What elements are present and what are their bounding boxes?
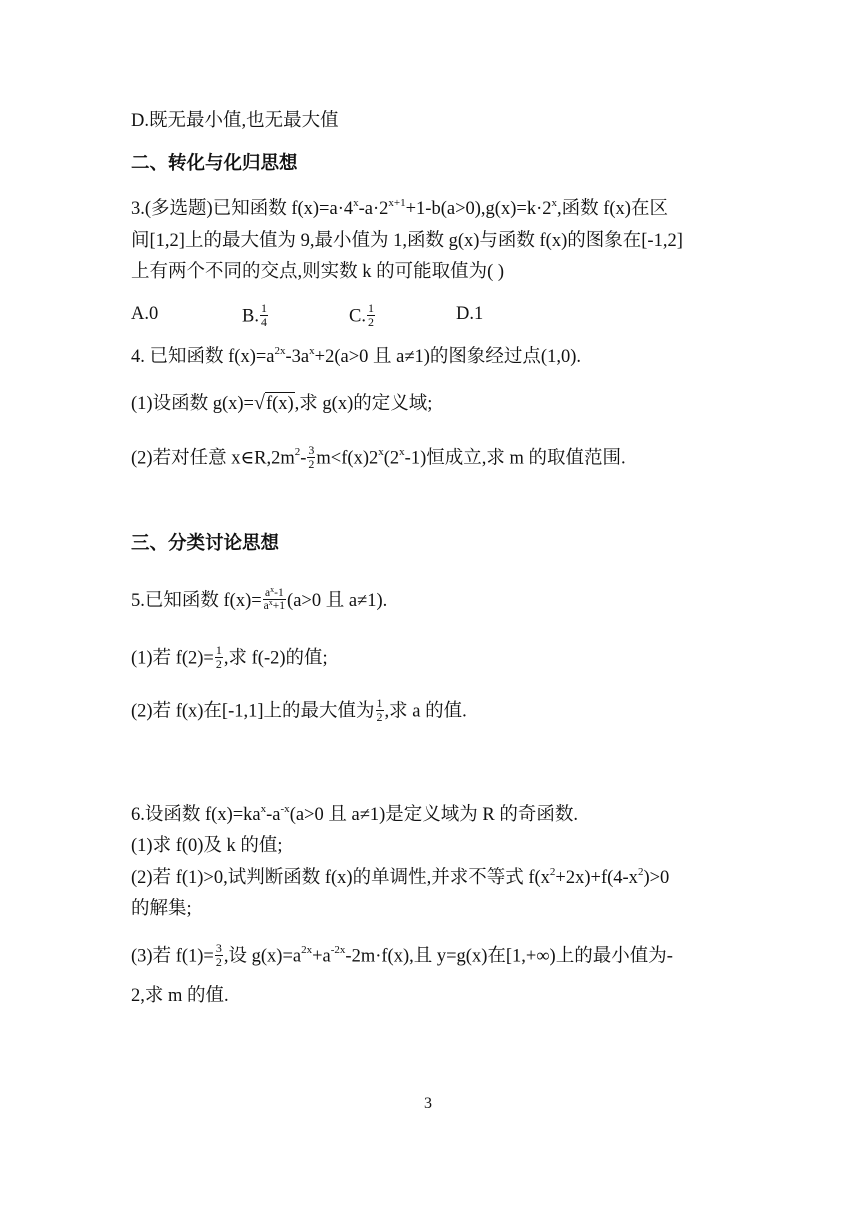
page-number: 3 bbox=[424, 1095, 432, 1112]
question-2-option-d: D.既无最小值,也无最大值 bbox=[131, 111, 339, 131]
question-5-part-1: (1)若 f(2)= $\frac{1}{2}$ ,求 f(-2)的值; bbox=[131, 643, 328, 671]
question-3-line-1: 3.(多选题)已知函数 $f(x)=a\cdot 4^x-a\cdot 2^{x+1}+1-b(a>0),g(x)=k\cdot 2^x$,函数 f(x)在区 bbox=[131, 197, 668, 219]
section-heading-3: 三、分类讨论思想 bbox=[131, 533, 280, 554]
question-6-stem: 6.设函数 $f(x)=ka^x-a^{-x}(a>0$ 且 a≠1)是定义域为 R 的奇函数. bbox=[131, 803, 578, 825]
question-3-option-d: D.1 bbox=[456, 304, 484, 324]
question-3-line-2: 间[1,2]上的最大值为 9,最小值为 1,函数 g(x)与函数 f(x)的图象在[-1,2] bbox=[131, 231, 683, 251]
question-6-part-2-line-2: 的解集; bbox=[131, 899, 192, 919]
question-6-part-2: (2)若 f(1)>0,试判断函数 f(x)的单调性,并求不等式 $f(x^2+2x)+f(4-x^2)>0$ bbox=[131, 866, 670, 888]
question-6-part-3-line-2: 2,求 m 的值. bbox=[131, 986, 229, 1006]
question-3-line-3: 上有两个不同的交点,则实数 k 的可能取值为( ) bbox=[131, 262, 505, 282]
question-4-stem: 4. 已知函数 $f(x)=a^{2x}-3a^x+2(a>0$ 且 a≠1)的图象经过点(1,0). bbox=[131, 345, 581, 367]
question-6-part-1: (1)求 f(0)及 k 的值; bbox=[131, 836, 283, 856]
question-3-option-c: C. $\frac{1}{2}$ bbox=[349, 301, 374, 329]
question-4-part-2: (2)若对任意 $x\in R,2m^2-$ $\frac{3}{2}$ $m<f(x)2^x(2^x-1)$恒成立,求 m 的取值范围. bbox=[131, 443, 626, 471]
question-3-option-b: B. $\frac{1}{4}$ bbox=[242, 301, 267, 329]
question-4-part-1: (1)设函数 g(x)=√f(x),求 g(x)的定义域; bbox=[131, 392, 433, 414]
question-5-part-2: (2)若 f(x)在[-1,1]上的最大值为 $\frac{1}{2}$ ,求 a 的值. bbox=[131, 696, 467, 724]
question-5-stem: 5.已知函数 f(x)= $\frac{a^x-1}{a^x+1}$ (a>0 且 a≠1). bbox=[131, 585, 388, 613]
question-6-part-3: (3)若 f(1)= $\frac{3}{2}$ ,设 $g(x)=a^{2x}+a^{-2x}-2m\cdot f(x)$,且 y=g(x)在[1,+∞)上的最小值为- bbox=[131, 941, 673, 969]
section-heading-2: 二、转化与化归思想 bbox=[131, 153, 298, 174]
question-3-option-a: A.0 bbox=[131, 304, 159, 324]
square-root: √f(x) bbox=[253, 392, 294, 414]
